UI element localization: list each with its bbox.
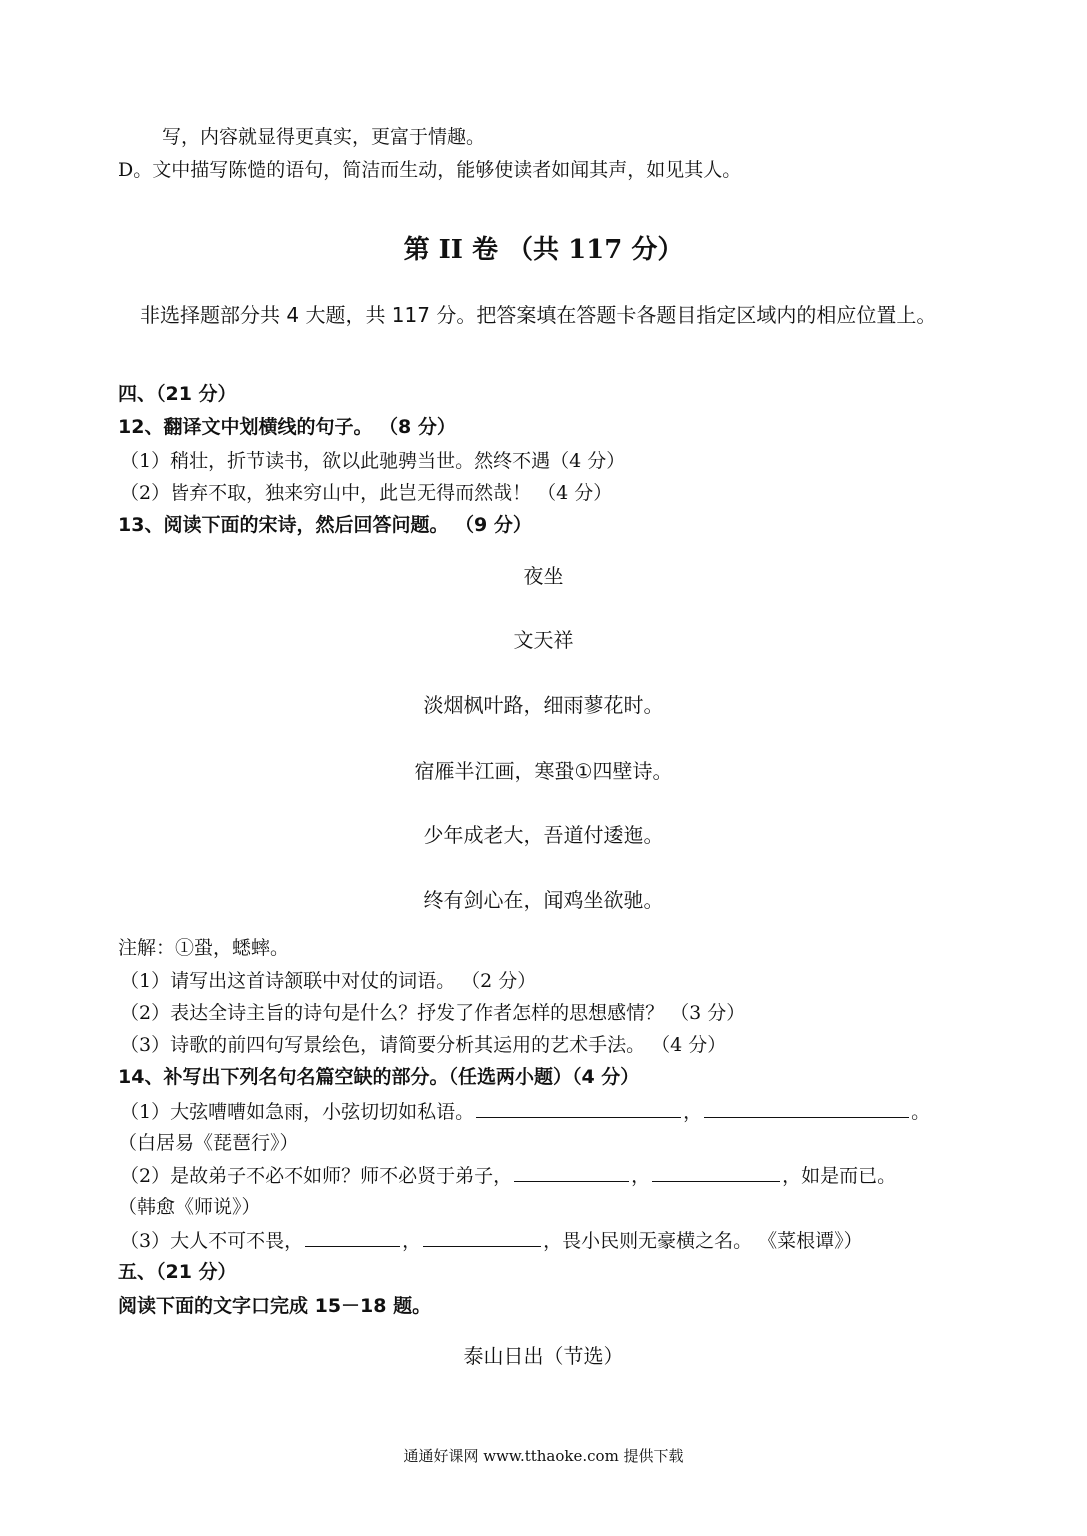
poem-line-1: 淡烟枫叶路，细雨蓼花时。 bbox=[423, 693, 664, 717]
q14-item-3-end: ，畏小民则无豪横之名。 《菜根谭》） bbox=[543, 1230, 863, 1252]
poem-line-2: 宿雁半江画，寒蛩①四壁诗。 bbox=[414, 759, 673, 783]
section-title: 第 II 卷 （共 117 分） bbox=[403, 235, 684, 265]
q13-item-2: （2）表达全诗主旨的诗句是什么？抒发了作者怎样的思想感情？ （3 分） bbox=[120, 1002, 746, 1024]
article-title: 泰山日出（节选） bbox=[463, 1344, 624, 1368]
part5-instruction: 阅读下面的文字口完成 15－18 题。 bbox=[118, 1295, 432, 1317]
q14-item-2-sep: ， bbox=[631, 1165, 651, 1187]
q12-title: 12、翻译文中划横线的句子。 （8 分） bbox=[118, 416, 456, 438]
answer-blank[interactable] bbox=[305, 1226, 400, 1247]
part4-header: 四、（21 分） bbox=[118, 383, 237, 405]
q13-title: 13、阅读下面的宋诗，然后回答问题。 （9 分） bbox=[118, 514, 532, 536]
q14-item-1 bbox=[120, 1097, 930, 1126]
q12-item-1: （1）稍壮，折节读书，欲以此驰骋当世。然终不遇（4 分） bbox=[120, 450, 626, 472]
poem-author: 文天祥 bbox=[513, 628, 574, 652]
answer-blank[interactable] bbox=[652, 1161, 780, 1182]
part5-header: 五、（21 分） bbox=[118, 1261, 237, 1283]
poem-note: 注解：①蛩，蟋蟀。 bbox=[118, 937, 290, 959]
answer-blank[interactable] bbox=[476, 1097, 681, 1118]
q13-item-1: （1）请写出这首诗颔联中对仗的词语。 （2 分） bbox=[120, 970, 537, 992]
answer-blank[interactable] bbox=[704, 1097, 909, 1118]
q14-title: 14、补写出下列名句名篇空缺的部分。（任选两小题）（4 分） bbox=[118, 1066, 640, 1088]
answer-blank[interactable] bbox=[423, 1226, 541, 1247]
option-d: D。文中描写陈慥的语句，简洁而生动，能够使读者如闻其声，如见其人。 bbox=[118, 159, 742, 181]
q12-item-2: （2）皆弃不取，独来穷山中，此岂无得而然哉！ （4 分） bbox=[120, 482, 613, 504]
q14-item-2-source: （韩愈《师说》） bbox=[118, 1196, 261, 1218]
q14-item-1-sep: ， bbox=[683, 1101, 703, 1123]
q13-item-3: （3）诗歌的前四句写景绘色，请简要分析其运用的艺术手法。 （4 分） bbox=[120, 1034, 727, 1056]
q14-item-3-sep: ， bbox=[402, 1230, 422, 1252]
q14-item-3-text: （3）大人不可不畏， bbox=[120, 1230, 304, 1252]
continued-option-line: 写，内容就显得更真实，更富于情趣。 bbox=[162, 126, 486, 148]
poem-title: 夜坐 bbox=[523, 564, 564, 588]
q14-item-1-end: 。 bbox=[911, 1101, 931, 1123]
q14-item-1-source: （白居易《琵琶行》） bbox=[118, 1132, 299, 1154]
poem-line-4: 终有剑心在，闻鸡坐欲驰。 bbox=[423, 888, 664, 912]
page-footer: 通通好课网 www.tthaoke.com 提供下载 bbox=[403, 1447, 684, 1465]
q14-item-3 bbox=[120, 1226, 863, 1255]
q14-item-2-end: ，如是而已。 bbox=[782, 1165, 897, 1187]
section-instructions: 非选择题部分共 4 大题，共 117 分。把答案填在答题卡各题目指定区域内的相应位置上。 bbox=[140, 303, 937, 327]
poem-line-3: 少年成老大，吾道付逶迤。 bbox=[423, 823, 664, 847]
q14-item-1-text: （1）大弦嘈嘈如急雨，小弦切切如私语。 bbox=[120, 1101, 475, 1123]
q14-item-2-text: （2）是故弟子不必不如师？师不必贤于弟子， bbox=[120, 1165, 513, 1187]
answer-blank[interactable] bbox=[514, 1161, 629, 1182]
q14-item-2 bbox=[120, 1161, 896, 1190]
